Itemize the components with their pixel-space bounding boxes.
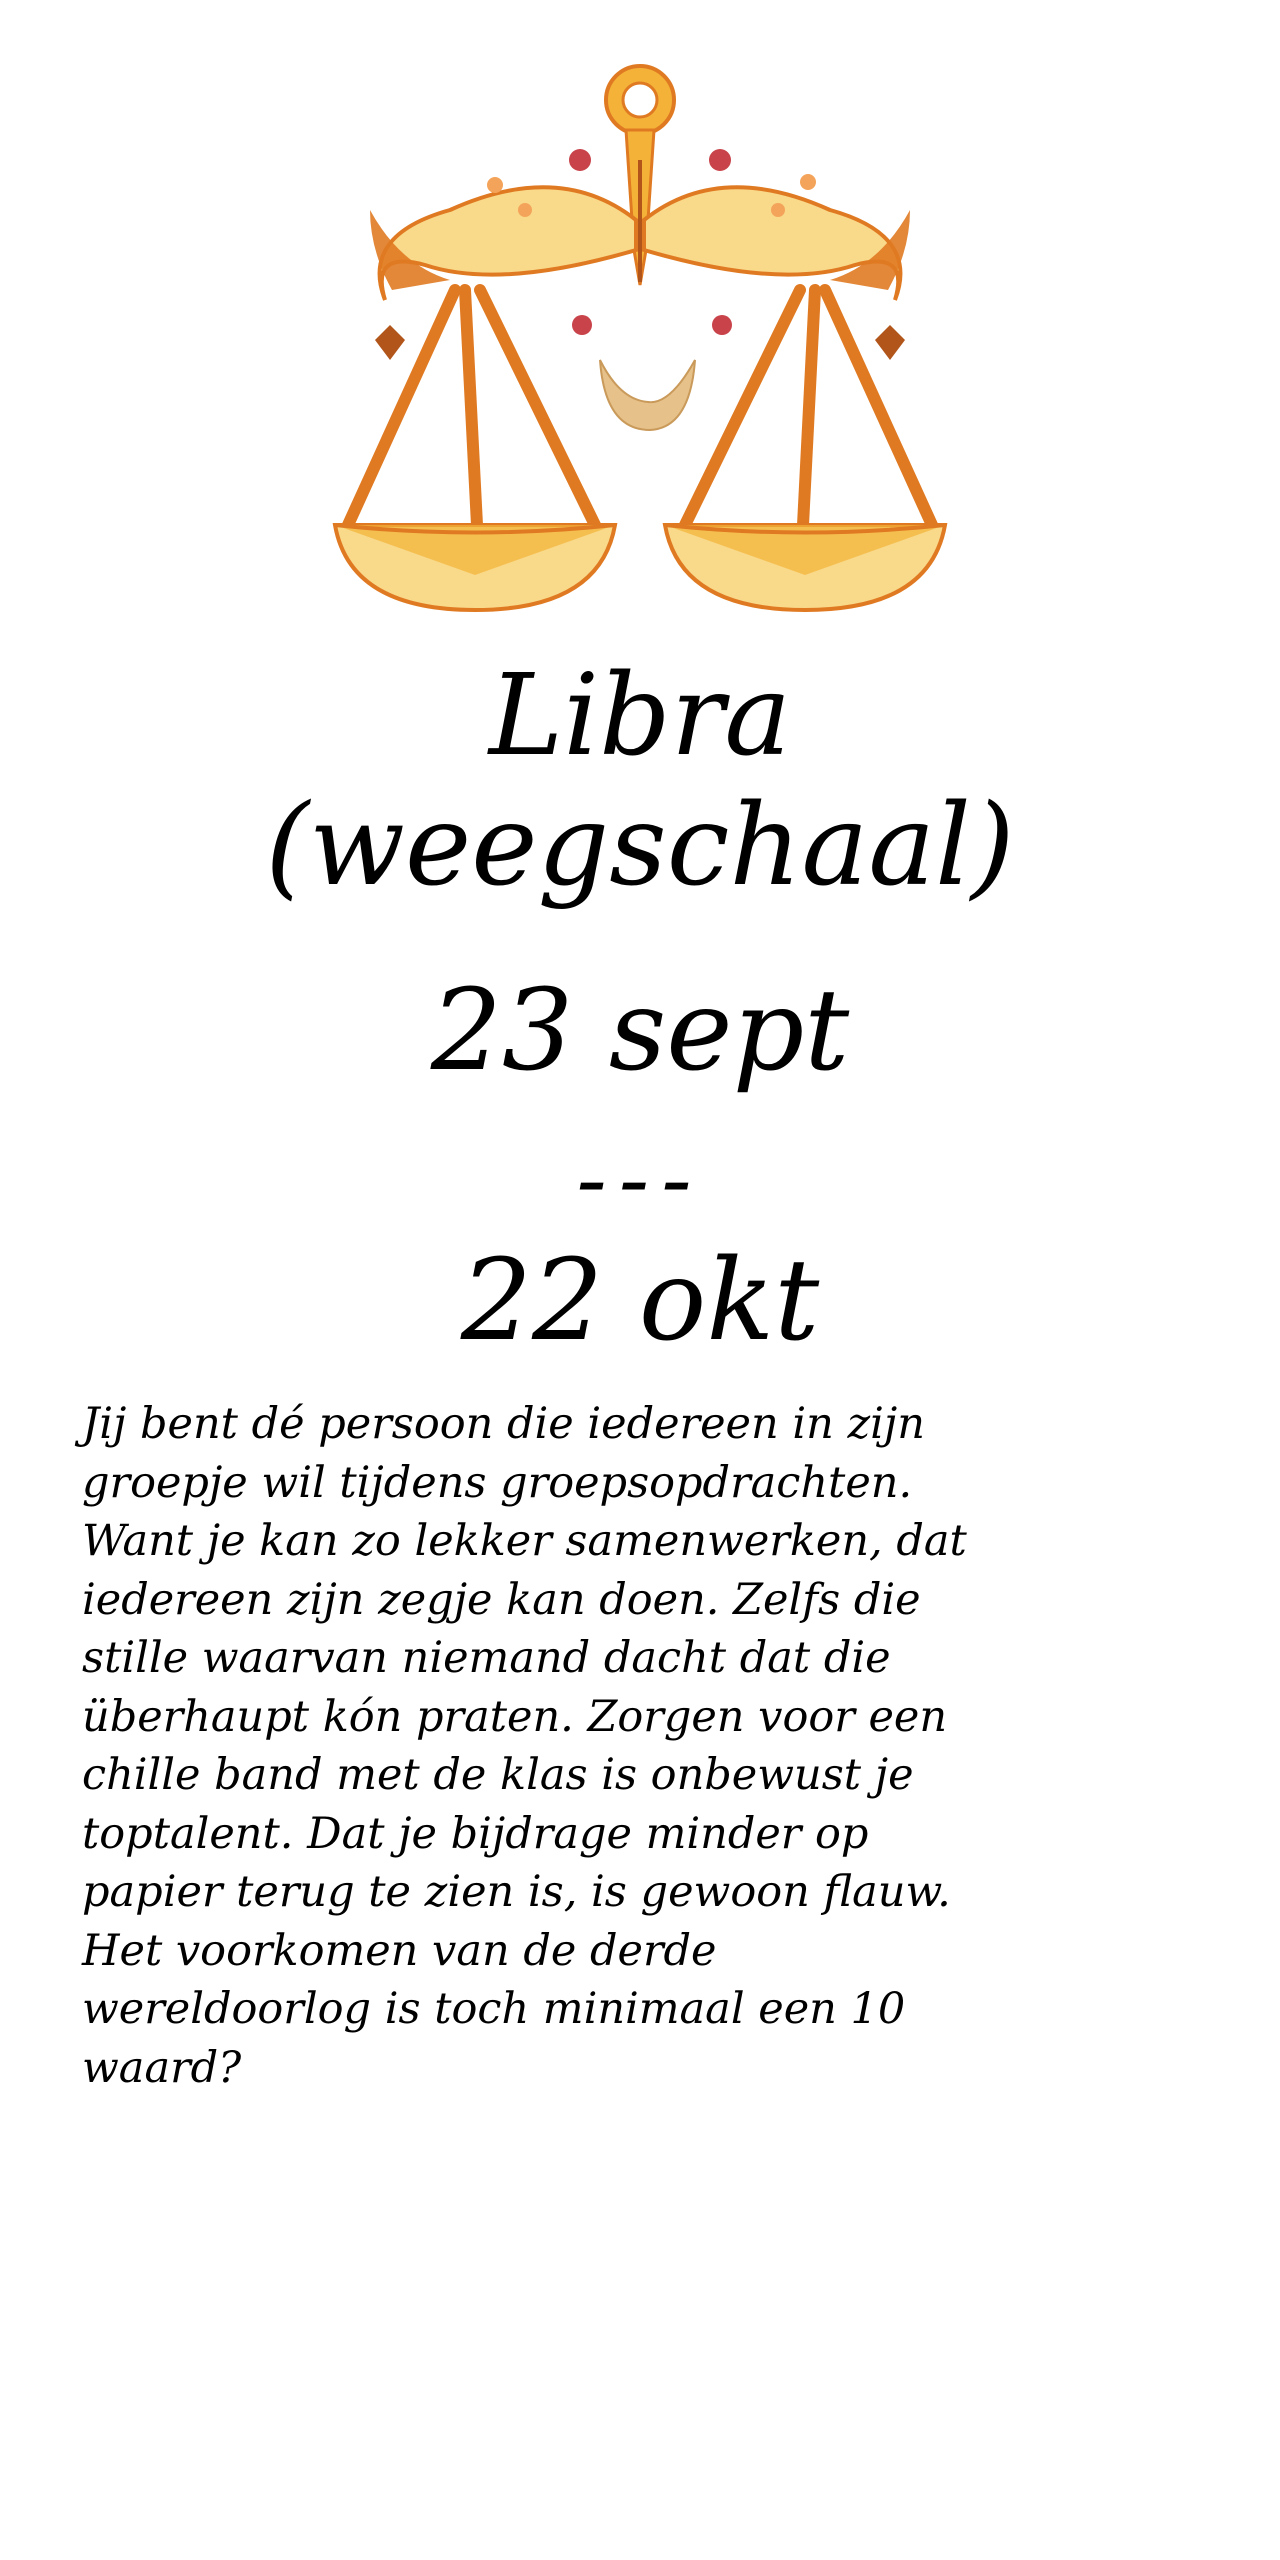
date-separator: --- bbox=[576, 1127, 704, 1232]
sign-name: Libra bbox=[488, 651, 792, 781]
sign-name-dutch: (weegschaal) bbox=[265, 781, 1015, 911]
description-paragraph bbox=[82, 1395, 1242, 2097]
description-line: überhaupt kón praten. Zorgen voor een bbox=[82, 1691, 948, 1742]
start-date: 23 sept bbox=[430, 966, 850, 1096]
end-date: 22 okt bbox=[460, 1236, 820, 1366]
description-line: stille waarvan niemand dacht dat die bbox=[82, 1633, 891, 1683]
description-line: Jij bent dé persoon die iedereen in zijn bbox=[82, 1399, 925, 1449]
description-line: papier terug te zien is, is gewoon flauw. bbox=[82, 1867, 951, 1917]
libra-scales-icon bbox=[330, 50, 950, 630]
description-line: iedereen zijn zegje kan doen. Zelfs die bbox=[82, 1574, 921, 1625]
description-line: chille band met de klas is onbewust je bbox=[82, 1750, 914, 1800]
description-line: waard? bbox=[82, 2042, 242, 2093]
description-line: Het voorkomen van de derde bbox=[82, 1925, 717, 1976]
description-line: toptalent. Dat je bijdrage minder op bbox=[82, 1808, 869, 1859]
description-line: groepje wil tijdens groepsopdrachten. bbox=[82, 1457, 913, 1508]
description-line: Want je kan zo lekker samenwerken, dat bbox=[82, 1516, 967, 1566]
description-line: wereldoorlog is toch minimaal een 10 bbox=[82, 1984, 906, 2034]
